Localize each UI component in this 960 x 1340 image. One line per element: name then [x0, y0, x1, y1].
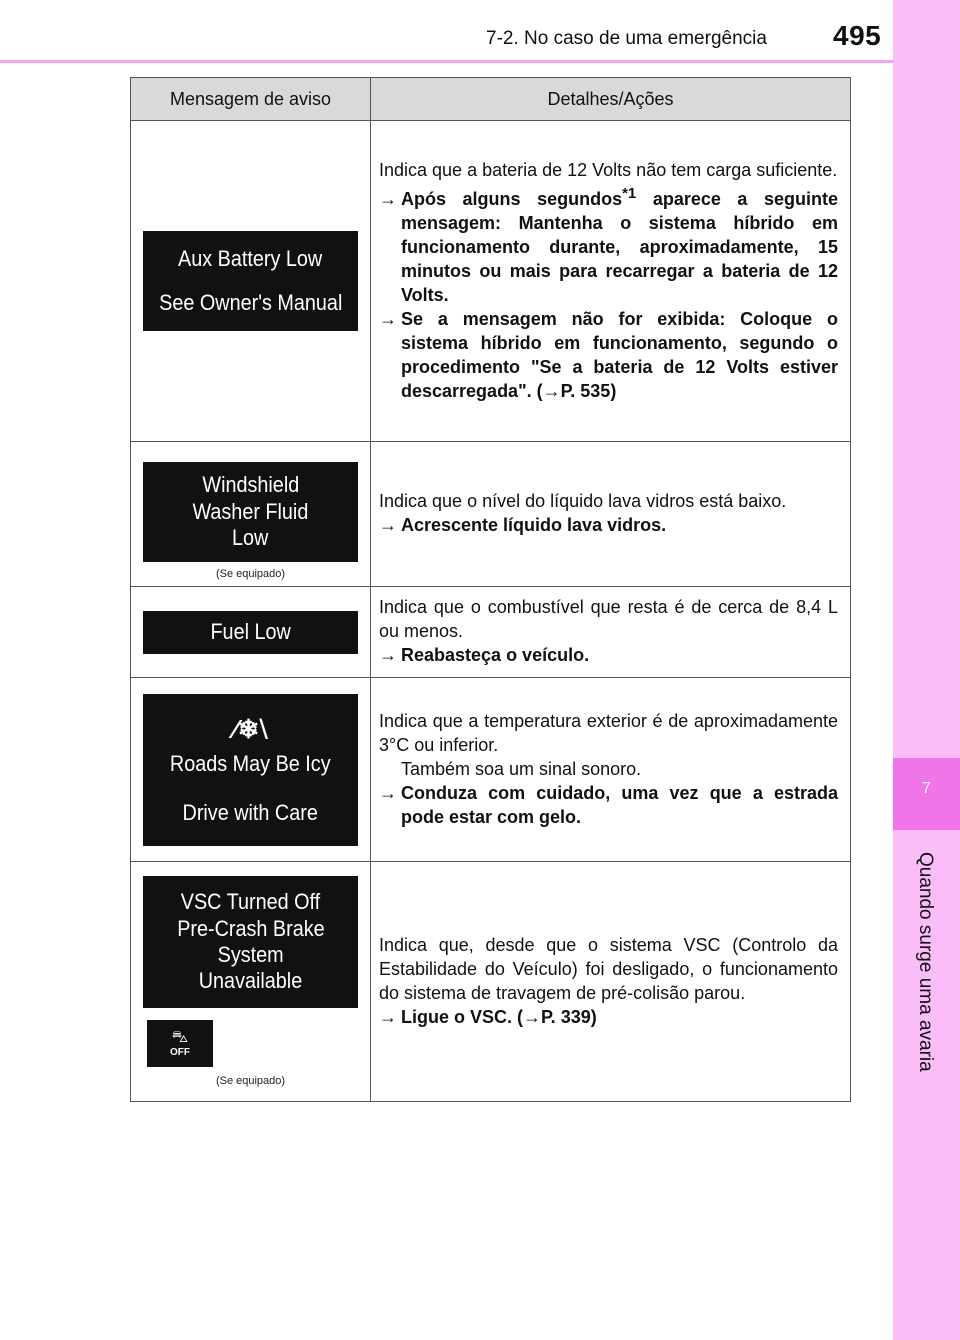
action-text: Se a mensagem não for exibida: Coloque o sistema híbrido em funcionamento, segundo o procedimento "Se a bateria de 12 Volts estiver descarregada". (→P. 535) — [401, 308, 838, 401]
action-text: Reabasteça o veículo. — [401, 645, 590, 665]
table-header-row — [131, 78, 851, 121]
table-row — [131, 442, 851, 587]
details-cell — [371, 587, 851, 678]
equipped-note: (Se equipado) — [215, 568, 286, 580]
detail-note: Também soa um sinal sonoro. — [401, 758, 642, 779]
detail-description: Indica que a temperatura exterior é de aproximadamente 3°C ou inferior. — [379, 710, 838, 755]
chapter-title: Quando surge uma avaria — [915, 852, 936, 1072]
display-line: Aux Battery Low — [178, 245, 323, 271]
vsc-off-display — [143, 876, 358, 1008]
washer-fluid-display — [143, 462, 358, 562]
chapter-number: 7 — [922, 780, 931, 797]
equipped-note: (Se equipado) — [215, 1075, 286, 1087]
table-row — [131, 678, 851, 862]
action-item — [379, 182, 838, 307]
chapter-side-strip — [893, 0, 960, 1340]
ice-warning-icon: ⁄❄⧵ — [233, 714, 268, 745]
detail-description: Indica que, desde que o sistema VSC (Controlo da Estabilidade do Veículo) foi desligado, o funcionamento do sistema de travagem de pré-colisão parou. — [379, 934, 838, 1003]
warning-message-table — [130, 77, 851, 1102]
message-cell — [131, 121, 371, 442]
skidding-car-icon: ⛍ — [171, 1028, 189, 1046]
fuel-low-display — [143, 611, 358, 654]
table-row — [131, 862, 851, 1102]
page-number: 495 — [833, 20, 882, 51]
table-row — [131, 121, 851, 442]
details-cell — [371, 442, 851, 587]
display-line: Pre-Crash Brake — [176, 915, 325, 941]
display-line: Unavailable — [198, 968, 303, 994]
arrow-icon: → — [379, 645, 397, 665]
arrow-icon: → — [379, 1006, 397, 1027]
column-header-details: Detalhes/Ações — [371, 78, 851, 121]
action-text: Ligue o VSC. (→P. 339) — [401, 1006, 597, 1027]
message-cell — [131, 442, 371, 587]
details-cell — [371, 862, 851, 1102]
arrow-icon: → — [379, 515, 397, 535]
aux-battery-display — [143, 231, 358, 331]
action-item — [379, 307, 838, 403]
message-cell — [131, 862, 371, 1102]
details-cell — [371, 678, 851, 862]
off-label: OFF — [170, 1046, 190, 1058]
display-line: Roads May Be Icy — [170, 751, 331, 777]
display-line: Washer Fluid — [192, 498, 309, 524]
display-line: Windshield — [202, 472, 299, 498]
detail-description: Indica que o combustível que resta é de cerca de 8,4 L ou menos. — [379, 597, 838, 641]
display-line: Fuel Low — [210, 618, 291, 644]
display-line: See Owner's Manual — [158, 290, 343, 315]
vsc-off-indicator-icon — [147, 1020, 213, 1067]
message-cell — [131, 587, 371, 678]
display-line: Low — [232, 525, 269, 551]
arrow-icon: → — [379, 188, 397, 209]
footnote-marker: *1 — [622, 184, 637, 202]
message-cell — [131, 678, 371, 862]
column-header-message: Mensagem de aviso — [131, 78, 371, 121]
running-header-title: 7-2. No caso de uma emergência — [486, 28, 767, 49]
action-text: Acrescente líquido lava vidros. — [401, 515, 667, 535]
detail-description: Indica que o nível do líquido lava vidros está baixo. — [379, 491, 787, 511]
arrow-icon: → — [379, 782, 397, 803]
display-line: Drive with Care — [182, 799, 319, 825]
action-item — [379, 1005, 838, 1029]
detail-description: Indica que a bateria de 12 Volts não tem carga suficiente. — [379, 159, 838, 180]
action-item — [379, 513, 838, 537]
action-text: aparece a seguinte mensagem: Mantenha o sistema híbrido em funcionamento durante, aproximadamente, 15 minutos ou mais para recarregar a bateria de 12 Volts. — [401, 188, 838, 305]
display-line: System — [217, 942, 284, 967]
arrow-icon: → — [379, 308, 397, 329]
table-row — [131, 587, 851, 678]
header-divider — [0, 60, 893, 63]
action-text: Após alguns segundos — [401, 188, 623, 209]
action-item — [379, 781, 838, 829]
action-item — [379, 643, 838, 667]
display-line: VSC Turned Off — [180, 889, 321, 915]
action-text: Conduza com cuidado, uma vez que a estrada pode estar com gelo. — [401, 782, 838, 827]
icy-road-display — [143, 694, 358, 846]
details-cell — [371, 121, 851, 442]
